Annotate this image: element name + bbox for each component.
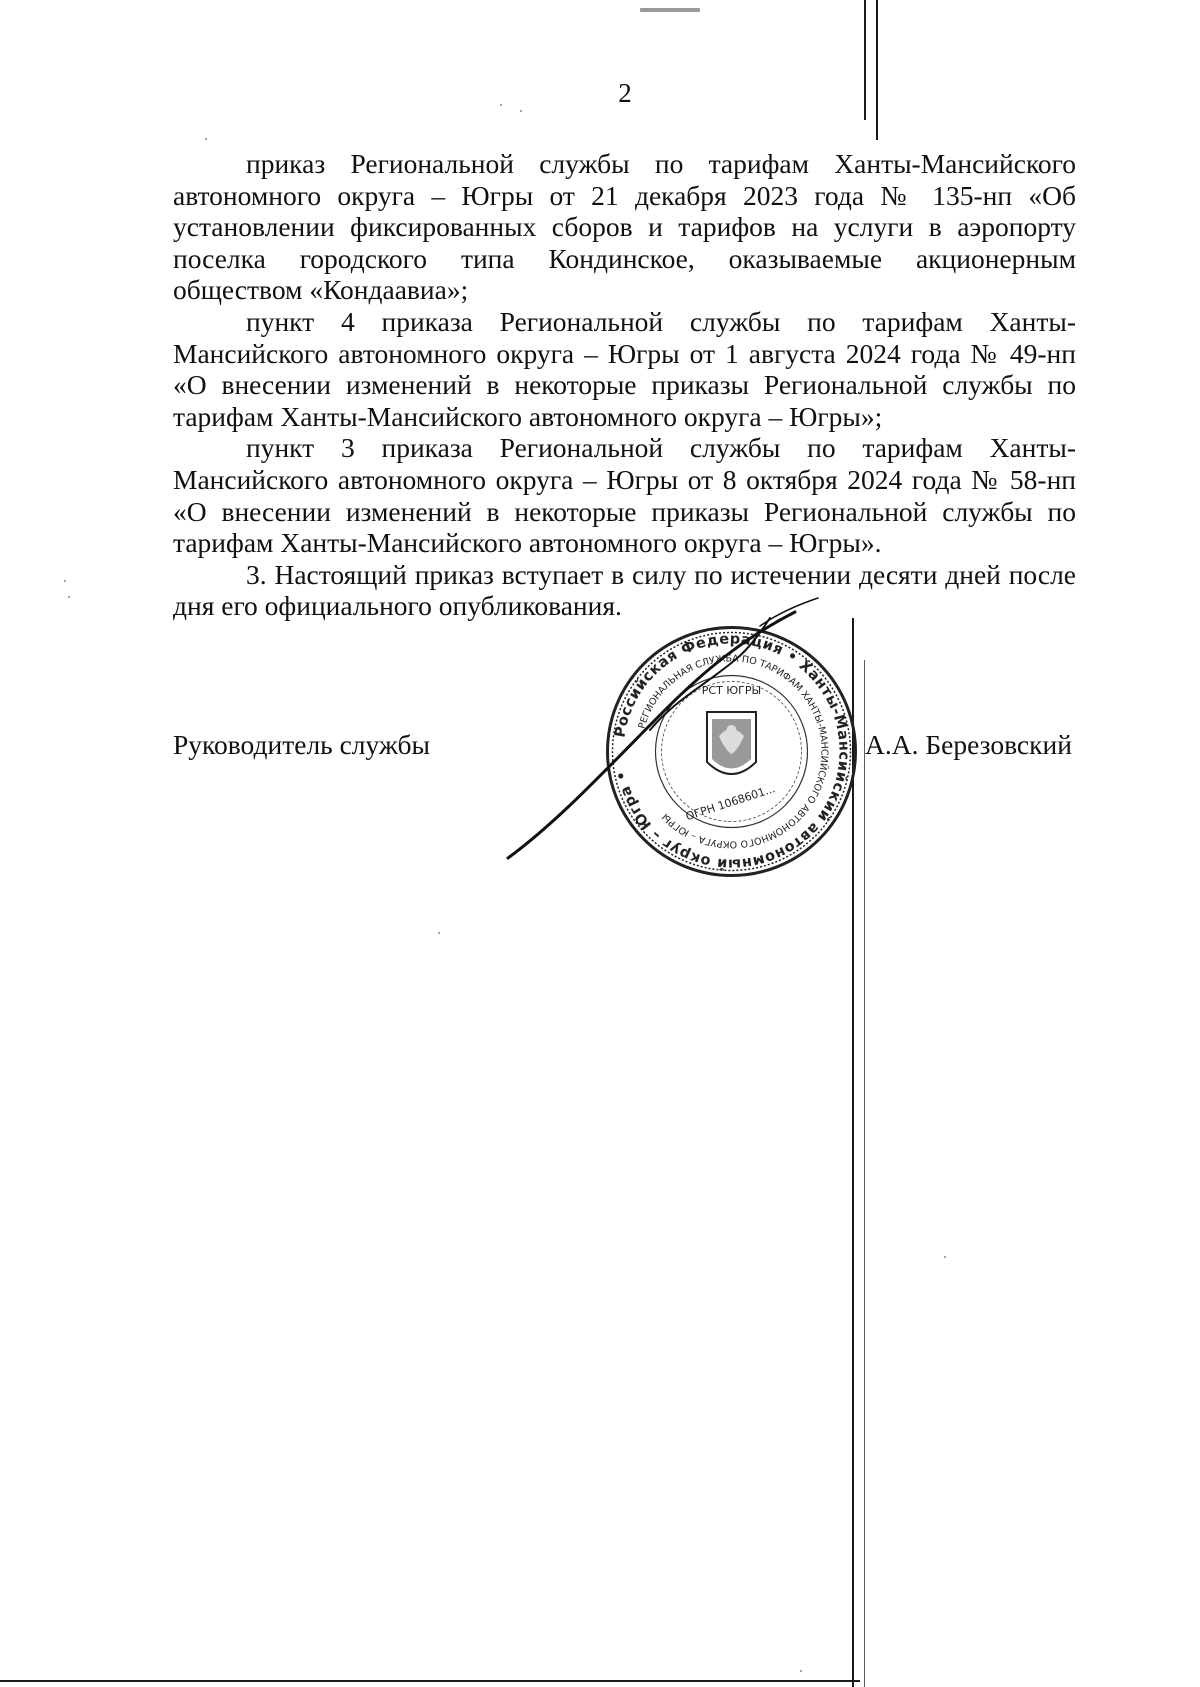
scan-speck (205, 138, 207, 140)
handwritten-signature (500, 590, 860, 870)
stamp-inner-text: РЕГИОНАЛЬНАЯ СЛУЖБА ПО ТАРИФАМ ХАНТЫ-МАНСИЙСКОГО АВТОНОМНОГО ОКРУГА – ЮГРЫ (636, 653, 830, 850)
scan-artifact-line (0, 1680, 860, 1682)
paragraph-item-3: пункт 3 приказа Региональной службы по тарифам Ханты-Мансийского автономного округа – Югры от 8 октября 2024 года № 58-нп «О внесении изменений в некоторые приказы Региональной службы по тарифам Ханты-Мансийского автономного округа – Югры». (173, 432, 1076, 559)
stamp-center-text: РСТ ЮГРЫ (701, 684, 762, 697)
scan-artifact-line (876, 0, 878, 140)
scan-speck (64, 580, 66, 582)
paragraph-item-4: пункт 4 приказа Региональной службы по тарифам Ханты-Мансийского автономного округа – Югры от 1 августа 2024 года № 49-нп «О внесении изменений в некоторые приказы Региональной службы по тарифам Ханты-Мансийского автономного округа – Югры»; (173, 305, 1076, 432)
scan-artifact-line (864, 660, 865, 1687)
scan-speck (944, 1256, 946, 1258)
paragraph-effective-date: 3. Настоящий приказ вступает в силу по истечении десяти дней после дня его официального опубликования. (173, 558, 1076, 622)
scan-speck (68, 596, 70, 598)
stamp-bottom-text: ОГРН 1068601... (684, 782, 777, 824)
paragraph-order-135: приказ Региональной службы по тарифам Ханты-Мансийского автономного округа – Югры от 21 декабря 2023 года № 135-нп «Об установлении фиксированных сборов и тарифов на услуги в аэропорту поселка городского типа Кондинское, оказываемые акционерным обществом «Кондаавиа»; (173, 148, 1076, 306)
page-number: 2 (618, 78, 632, 108)
signatory-name: А.А. Березовский (865, 729, 1072, 760)
signatory-position: Руководитель службы (173, 729, 431, 760)
scan-speck (800, 1670, 802, 1672)
stamp-outer-text: Российская Федерация • Ханты-Мансийский автономный округ – Югра • (612, 631, 852, 872)
scan-speck (520, 110, 522, 112)
document-body (173, 148, 1076, 622)
scan-speck (640, 8, 700, 12)
scan-speck (438, 932, 440, 934)
